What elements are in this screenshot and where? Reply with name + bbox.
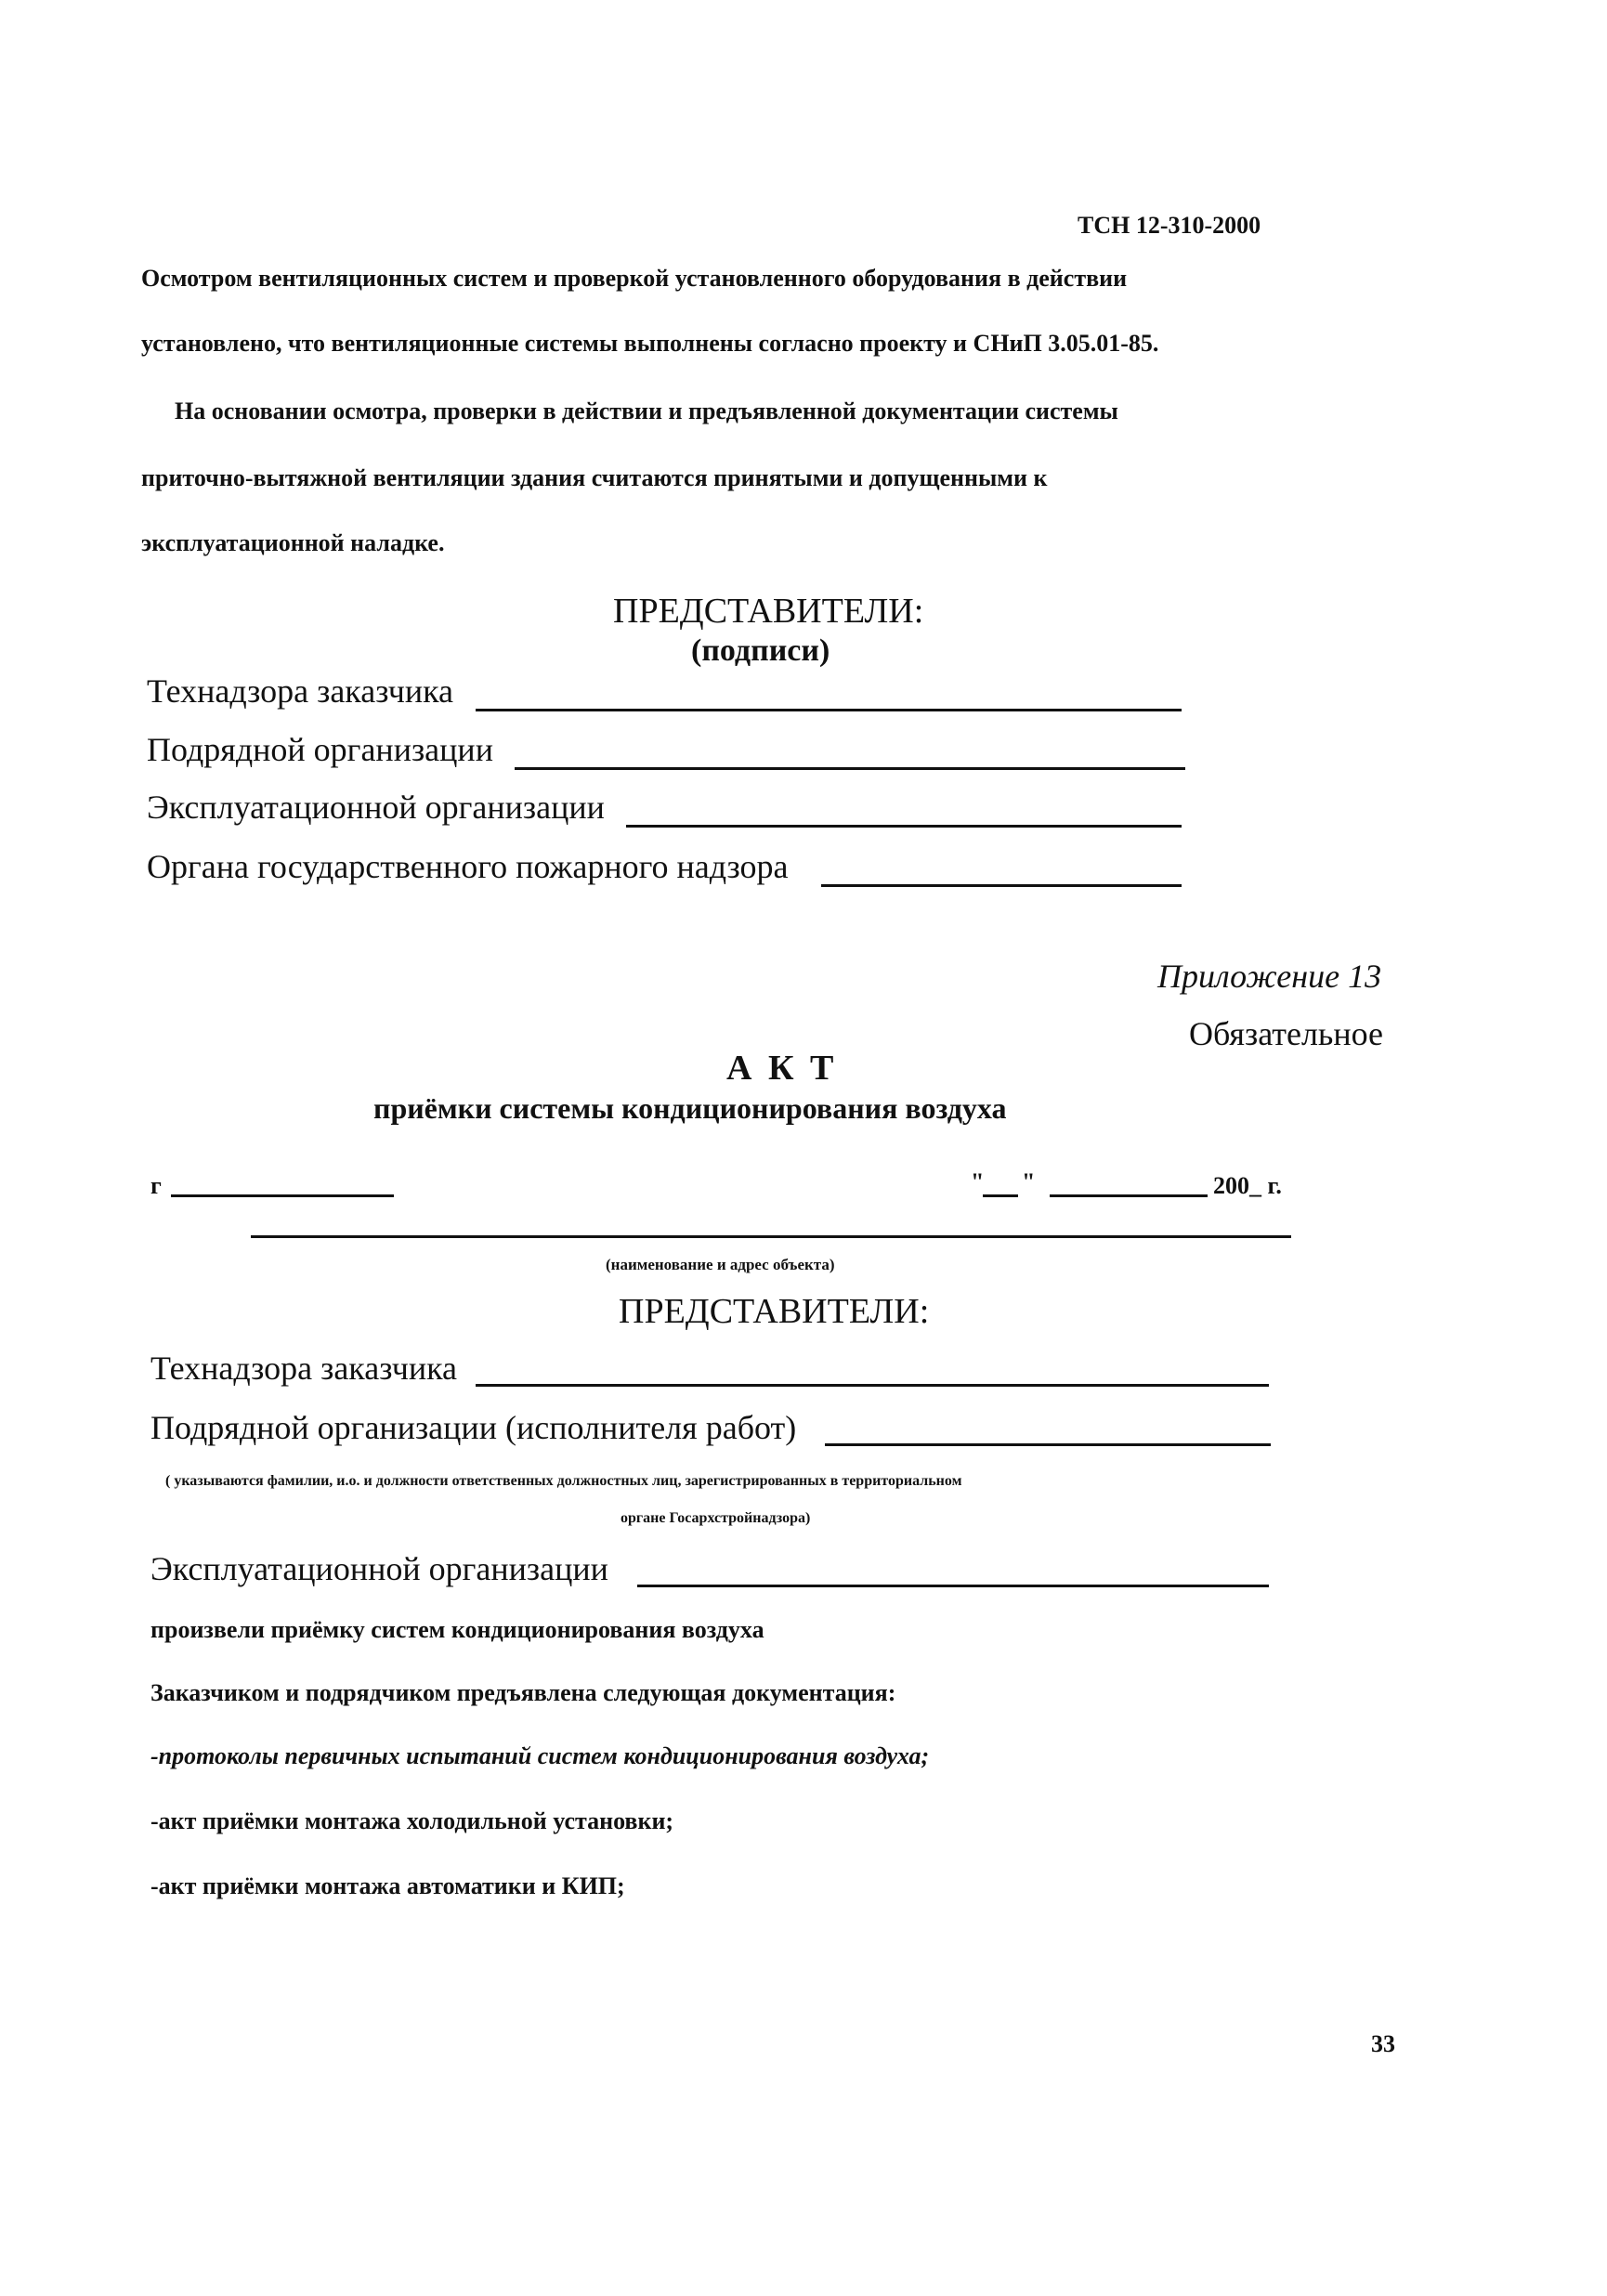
act-note-line-2: органе Госархстройнадзора)	[621, 1510, 811, 1526]
act-paragraph-2: Заказчиком и подрядчиком предъявлена следующая документация:	[150, 1679, 896, 1706]
act-subtitle: приёмки системы кондиционирования воздуха	[373, 1091, 1007, 1125]
document-code: ТСН 12-310-2000	[1078, 212, 1261, 239]
act-title: А К Т	[726, 1049, 838, 1088]
act-row-customer: Технадзора заказчика	[150, 1350, 458, 1387]
city-field[interactable]	[171, 1194, 394, 1197]
act-list-item: -акт приёмки монтажа холодильной установки;	[150, 1807, 674, 1834]
act-line-customer[interactable]	[476, 1384, 1269, 1387]
intro-line-4: приточно-вытяжной вентиляции здания считаются принятыми и допущенными к	[141, 464, 1048, 491]
object-caption: (наименование и адрес объекта)	[606, 1256, 835, 1273]
object-name-field[interactable]	[251, 1235, 1291, 1238]
act-line-operator[interactable]	[637, 1585, 1269, 1587]
signature-line-fire-supervision[interactable]	[821, 884, 1182, 887]
date-month-field[interactable]	[1050, 1194, 1208, 1197]
signature-line-customer[interactable]	[476, 709, 1182, 711]
appendix-label: Приложение 13	[1157, 958, 1382, 995]
intro-line-3: На основании осмотра, проверки в действии и предъявленной документации системы	[175, 398, 1118, 424]
date-quote-close: "	[1022, 1168, 1036, 1195]
signature-row-operator: Эксплуатационной организации	[147, 789, 605, 826]
intro-line-1: Осмотром вентиляционных систем и проверкой установленного оборудования в действии	[141, 265, 1128, 292]
appendix-status: Обязательное	[1189, 1015, 1384, 1052]
page-number: 33	[1371, 2030, 1395, 2057]
city-prefix: г	[150, 1172, 162, 1199]
signature-line-contractor[interactable]	[515, 767, 1185, 770]
act-representatives-heading: ПРЕДСТАВИТЕЛИ:	[619, 1292, 930, 1331]
intro-line-2: установлено, что вентиляционные системы выполнены согласно проекту и СНиП 3.05.01-85.	[141, 330, 1159, 357]
signature-row-contractor: Подрядной организации	[147, 731, 493, 768]
representatives-heading: ПРЕДСТАВИТЕЛИ:	[613, 592, 924, 631]
signature-row-customer: Технадзора заказчика	[147, 672, 454, 710]
act-row-operator: Эксплуатационной организации	[150, 1550, 608, 1587]
signature-line-operator[interactable]	[626, 825, 1182, 828]
act-note-line-1: ( указываются фамилии, и.о. и должности ответственных должностных лиц, зарегистрированных в территориальном	[165, 1473, 962, 1489]
act-row-contractor: Подрядной организации (исполнителя работ)	[150, 1409, 797, 1446]
act-line-contractor[interactable]	[825, 1443, 1271, 1446]
signature-row-fire-supervision: Органа государственного пожарного надзора	[147, 848, 789, 885]
signatures-caption: (подписи)	[691, 633, 830, 668]
date-year: 200_ г.	[1213, 1172, 1282, 1199]
act-list-item: -акт приёмки монтажа автоматики и КИП;	[150, 1872, 625, 1899]
act-list-item: -протоколы первичных испытаний систем кондиционирования воздуха;	[150, 1742, 930, 1769]
date-day-field[interactable]	[983, 1194, 1018, 1197]
intro-line-5: эксплуатационной наладке.	[141, 529, 445, 556]
date-quote-open: "	[971, 1168, 985, 1195]
act-paragraph-1: произвели приёмку систем кондиционирования воздуха	[150, 1616, 764, 1643]
